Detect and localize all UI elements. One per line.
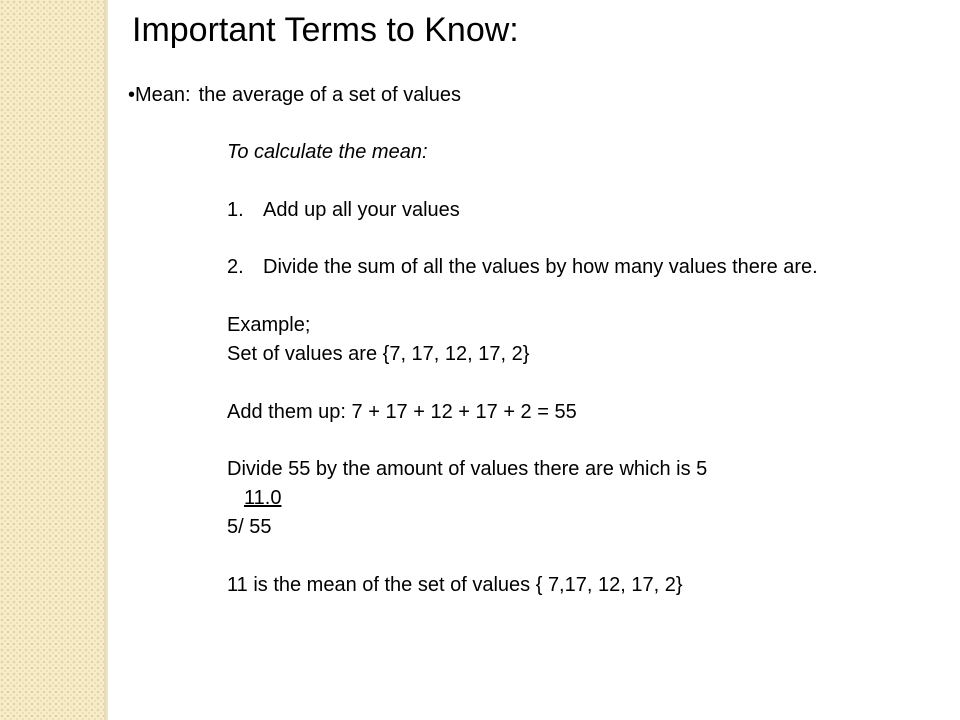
bullet-marker: •: [128, 84, 136, 106]
instructions-heading: To calculate the mean:: [227, 141, 428, 163]
mean-bullet: [128, 83, 461, 107]
step-2: [227, 255, 818, 279]
example-heading: Example;: [227, 314, 311, 336]
example-divide-line: Divide 55 by the amount of values there are which is 5: [227, 458, 708, 480]
division-quotient: 11.0: [244, 487, 282, 509]
slide-title: Important Terms to Know:: [132, 11, 519, 49]
step-1: [227, 198, 460, 222]
example-conclusion: 11 is the mean of the set of values { 7,17, 12, 17, 2}: [227, 574, 683, 596]
decorative-side-band: [0, 0, 104, 720]
step-2-text: Divide the sum of all the values by how many values there are.: [263, 256, 818, 278]
step-2-number: 2.: [227, 256, 244, 278]
example-set-line: Set of values are {7, 17, 12, 17, 2}: [227, 343, 530, 365]
bullet-definition: the average of a set of values: [198, 84, 462, 106]
step-1-text: Add up all your values: [263, 199, 460, 221]
side-band-edge: [104, 0, 108, 720]
division-expression: 5/ 55: [227, 516, 272, 538]
bullet-term: Mean:: [135, 84, 191, 106]
example-add-line: Add them up: 7 + 17 + 12 + 17 + 2 = 55: [227, 401, 577, 423]
step-1-number: 1.: [227, 199, 244, 221]
